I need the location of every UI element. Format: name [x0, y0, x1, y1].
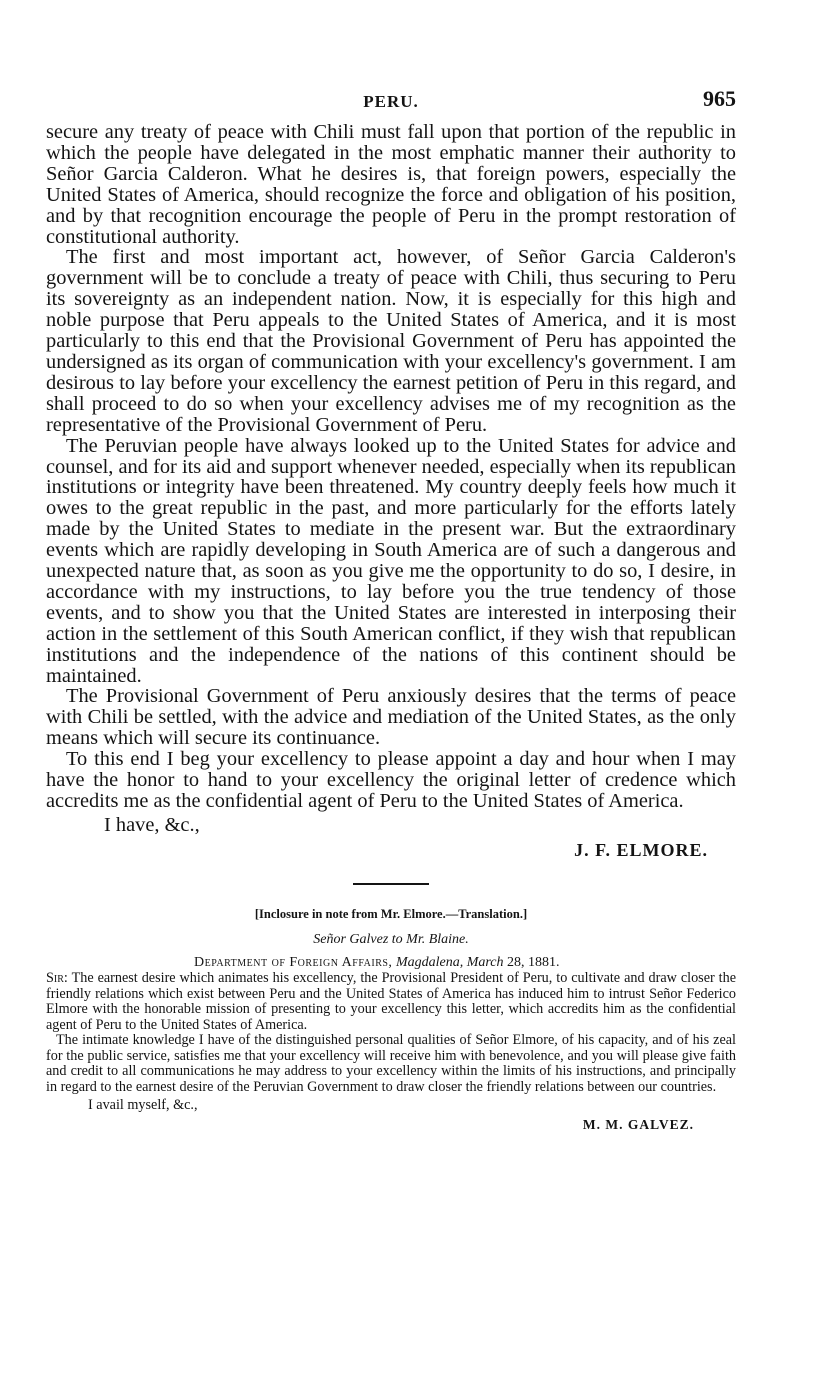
page-number: 965	[703, 86, 736, 111]
body-paragraph: secure any treaty of peace with Chili must fall upon that portion of the republic in which the people have delegated in the most emphatic manner their authority to Señor Garcia Calderon. What he desires is, that foreign powers, especially the United States of America, should recognize the force and obligation of his position, and by that recognition encourage the people of Peru in the prompt restoration of constitutional authority.	[46, 121, 736, 248]
letter-signature: J. F. ELMORE.	[574, 839, 708, 860]
body-paragraph: To this end I beg your excellency to please appoint a day and hour when I may have the honor to hand to your excellency the original letter of credence which accredits me as the confidential agent of Peru to the United States of America.	[46, 748, 736, 812]
dateline-department: Department of Foreign Affairs,	[194, 954, 393, 970]
inclosure-paragraph-text: The earnest desire which animates his excellency, the Provisional President of Peru, to cultivate and draw closer the friendly relations which exist between Peru and the United States of America has induced him to intrust Señor Federico Elmore with the honorable mission of presenting to your excellency this letter, which accredits him as the confidential agent of Peru to the United States of America.	[46, 969, 737, 1033]
inclosure-body	[46, 971, 736, 1096]
inclosure-closing: I avail myself, &c.,	[88, 1096, 198, 1113]
inclosure-paragraph	[46, 971, 736, 1033]
body-paragraph: The Peruvian people have always looked up to the United States for advice and counsel, and for its aid and support whenever needed, especially when its republican institutions or integrity have been threatened. My country deeply feels how much it owes to the great republic in the past, and more particularly for the efforts lately made by the United States to mediate in the present war. But the extraordinary events which are rapidly developing in South America are of such a dangerous and unexpected nature that, as soon as you give me the opportunity to do so, I desire, in accordance with my instructions, to lay before you the true tendency of those events, and to show you that the United States are interested in interposing their action in the settlement of this South American conflict, if they wish that republican institutions and the independence of the nations of this continent should be maintained.	[46, 434, 736, 687]
page-header	[46, 86, 736, 122]
inclosure-heading: Señor Galvez to Mr. Blaine.	[313, 931, 469, 947]
dateline-day-year: 28, 1881.	[507, 954, 560, 970]
main-letter-body	[46, 122, 736, 812]
document-page	[46, 86, 736, 1133]
dateline-month: March	[466, 954, 504, 970]
inclosure-paragraph: The intimate knowledge I have of the distinguished personal qualities of Señor Elmore, of his capacity, and of his zeal for the public service, satisfies me that your excellency will receive him with benevolence, and you will please give faith and credit to all communications he may address to your excellency within the limits of his instructions, and principally in regard to the earnest desire of the Peruvian Government to draw closer the friendly relations between our countries.	[46, 1032, 736, 1096]
section-divider	[353, 883, 429, 885]
inclosure-note: [Inclosure in note from Mr. Elmore.—Translation.]	[254, 906, 528, 921]
body-paragraph: The first and most important act, however, of Señor Garcia Calderon's government will be to conclude a treaty of peace with Chili, thus securing to Peru its sovereignty as an independent nation. Now, it is especially for this high and noble purpose that Peru appeals to the United States of America, and it is most particularly to this end that the Provisional Government of Peru has appointed the undersigned as its organ of communication with your excellency's government. I am desirous to lay before your excellency the earnest petition of Peru in this regard, and shall proceed to do so when your excellency advises me of my recognition as the representative of the Provisional Government of Peru.	[46, 246, 736, 436]
inclosure-dateline	[194, 955, 736, 971]
inclosure-signature: M. M. GALVEZ.	[582, 1116, 694, 1132]
salutation: Sir:	[46, 969, 68, 986]
letter-closing: I have, &c.,	[104, 813, 200, 836]
body-paragraph: The Provisional Government of Peru anxiously desires that the terms of peace with Chili be settled, with the advice and mediation of the United States, as the only means which will secure its continuance.	[46, 685, 736, 750]
dateline-place: Magdalena,	[395, 954, 464, 970]
running-head: PERU.	[363, 92, 419, 111]
